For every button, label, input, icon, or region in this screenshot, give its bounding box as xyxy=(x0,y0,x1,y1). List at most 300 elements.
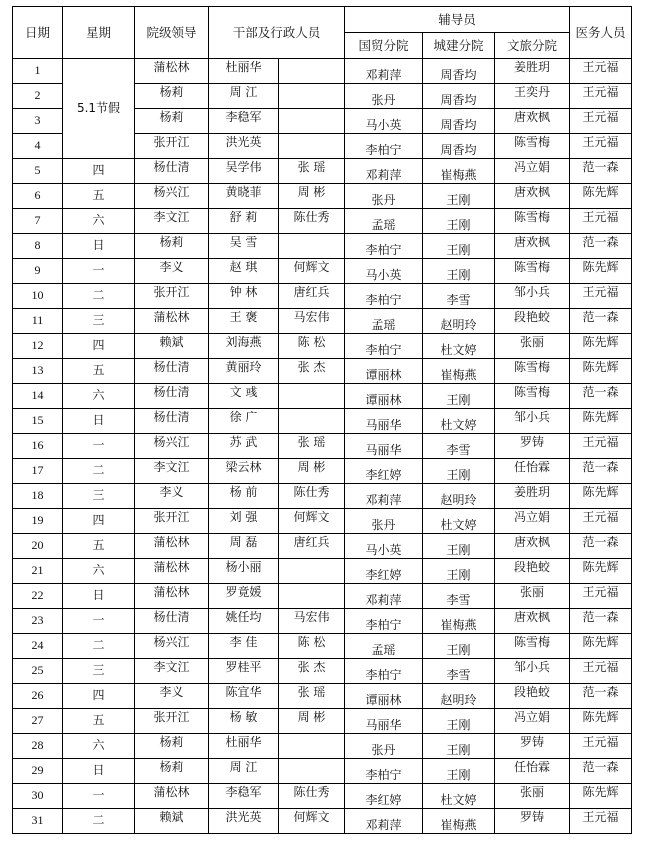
counselor-wenlv-cell: 姜胜玥 xyxy=(495,59,570,84)
medical-cell: 范一森 xyxy=(570,609,632,634)
staff-cell: 李 佳 xyxy=(209,634,279,659)
counselor-chengjian-cell: 赵明玲 xyxy=(423,309,495,334)
counselor-chengjian-cell: 崔梅燕 xyxy=(423,159,495,184)
counselor-guomao-cell: 邓莉萍 xyxy=(345,159,423,184)
staff-cell: 杨 敏 xyxy=(209,709,279,734)
date-cell: 21 xyxy=(13,559,63,584)
medical-cell: 范一森 xyxy=(570,684,632,709)
weekday-cell: 五 xyxy=(63,709,135,734)
staff-cell: 周 彬 xyxy=(279,459,345,484)
counselor-wenlv-cell: 唐欢枫 xyxy=(495,534,570,559)
counselor-chengjian-cell: 周香均 xyxy=(423,84,495,109)
medical-cell: 陈先辉 xyxy=(570,334,632,359)
table-row xyxy=(13,309,632,334)
table-row xyxy=(13,184,632,209)
medical-cell: 王元福 xyxy=(570,809,632,834)
staff-cell: 周 彬 xyxy=(279,709,345,734)
weekday-cell: 六 xyxy=(63,559,135,584)
date-cell: 4 xyxy=(13,134,63,159)
counselor-guomao-cell: 谭丽林 xyxy=(345,384,423,409)
staff-cell xyxy=(279,84,345,109)
counselor-wenlv-cell: 邹小兵 xyxy=(495,284,570,309)
medical-cell: 范一森 xyxy=(570,534,632,559)
holiday-label: 5.1节假 xyxy=(76,100,121,115)
staff-cell: 梁云林 xyxy=(209,459,279,484)
counselor-wenlv-cell: 张丽 xyxy=(495,334,570,359)
counselor-chengjian-cell: 王刚 xyxy=(423,459,495,484)
leader-cell: 杨兴江 xyxy=(135,634,209,659)
counselor-chengjian-cell: 崔梅燕 xyxy=(423,809,495,834)
counselor-guomao-cell: 谭丽林 xyxy=(345,359,423,384)
weekday-cell: 二 xyxy=(63,809,135,834)
weekday-cell: 三 xyxy=(63,309,135,334)
table-row xyxy=(13,59,632,84)
leader-cell: 杨兴江 xyxy=(135,434,209,459)
counselor-chengjian-cell: 杜文婷 xyxy=(423,509,495,534)
staff-cell: 洪光英 xyxy=(209,809,279,834)
counselor-guomao-cell: 李柏宁 xyxy=(345,134,423,159)
staff-cell: 杜丽华 xyxy=(209,734,279,759)
counselor-wenlv-cell: 邹小兵 xyxy=(495,659,570,684)
date-cell: 30 xyxy=(13,784,63,809)
medical-cell: 王元福 xyxy=(570,584,632,609)
counselor-wenlv-cell: 冯立娟 xyxy=(495,709,570,734)
weekday-cell: 二 xyxy=(63,634,135,659)
medical-cell: 王元福 xyxy=(570,509,632,534)
header-date: 日期 xyxy=(13,7,63,59)
counselor-wenlv-cell: 唐欢枫 xyxy=(495,109,570,134)
counselor-guomao-cell: 张丹 xyxy=(345,184,423,209)
medical-cell: 王元福 xyxy=(570,284,632,309)
counselor-guomao-cell: 马小英 xyxy=(345,109,423,134)
staff-cell: 李稳军 xyxy=(209,109,279,134)
date-cell: 25 xyxy=(13,659,63,684)
counselor-chengjian-cell: 杜文婷 xyxy=(423,334,495,359)
counselor-guomao-cell: 孟瑶 xyxy=(345,309,423,334)
weekday-cell: 六 xyxy=(63,209,135,234)
counselor-guomao-cell: 孟瑶 xyxy=(345,209,423,234)
counselor-wenlv-cell: 唐欢枫 xyxy=(495,609,570,634)
weekday-cell: 五 xyxy=(63,534,135,559)
medical-cell: 陈先辉 xyxy=(570,184,632,209)
staff-cell: 马宏伟 xyxy=(279,309,345,334)
leader-cell: 张开江 xyxy=(135,284,209,309)
medical-cell: 范一森 xyxy=(570,759,632,784)
counselor-wenlv-cell: 冯立娟 xyxy=(495,509,570,534)
counselor-guomao-cell: 张丹 xyxy=(345,84,423,109)
weekday-cell: 四 xyxy=(63,684,135,709)
staff-cell: 陈 松 xyxy=(279,334,345,359)
staff-cell: 张 瑶 xyxy=(279,159,345,184)
counselor-chengjian-cell: 王刚 xyxy=(423,559,495,584)
weekday-cell: 二 xyxy=(63,284,135,309)
leader-cell: 蒲松林 xyxy=(135,534,209,559)
date-cell: 16 xyxy=(13,434,63,459)
date-cell: 26 xyxy=(13,684,63,709)
weekday-cell: 四 xyxy=(63,334,135,359)
counselor-chengjian-cell: 王刚 xyxy=(423,384,495,409)
counselor-guomao-cell: 马小英 xyxy=(345,534,423,559)
leader-cell: 李文江 xyxy=(135,209,209,234)
counselor-chengjian-cell: 崔梅燕 xyxy=(423,359,495,384)
medical-cell: 陈先辉 xyxy=(570,784,632,809)
counselor-wenlv-cell: 陈雪梅 xyxy=(495,359,570,384)
counselor-wenlv-cell: 陈雪梅 xyxy=(495,134,570,159)
staff-cell xyxy=(279,584,345,609)
counselor-wenlv-cell: 张丽 xyxy=(495,584,570,609)
counselor-chengjian-cell: 李雪 xyxy=(423,284,495,309)
leader-cell: 张开江 xyxy=(135,709,209,734)
date-cell: 22 xyxy=(13,584,63,609)
staff-cell: 周 彬 xyxy=(279,184,345,209)
medical-cell: 范一森 xyxy=(570,159,632,184)
counselor-chengjian-cell: 王刚 xyxy=(423,184,495,209)
weekday-cell: 四 xyxy=(63,509,135,534)
staff-cell: 何辉文 xyxy=(279,809,345,834)
counselor-wenlv-cell: 姜胜玥 xyxy=(495,484,570,509)
staff-cell: 吴 雪 xyxy=(209,234,279,259)
counselor-wenlv-cell: 陈雪梅 xyxy=(495,384,570,409)
counselor-guomao-cell: 张丹 xyxy=(345,509,423,534)
medical-cell: 陈先辉 xyxy=(570,409,632,434)
table-row xyxy=(13,609,632,634)
staff-cell: 罗桂平 xyxy=(209,659,279,684)
counselor-wenlv-cell: 张丽 xyxy=(495,784,570,809)
staff-cell: 杜丽华 xyxy=(209,59,279,84)
medical-cell: 陈先辉 xyxy=(570,559,632,584)
staff-cell: 马宏伟 xyxy=(279,609,345,634)
counselor-guomao-cell: 李红婷 xyxy=(345,784,423,809)
leader-cell: 张开江 xyxy=(135,509,209,534)
staff-cell: 王 褒 xyxy=(209,309,279,334)
weekday-cell: 日 xyxy=(63,234,135,259)
leader-cell: 蒲松林 xyxy=(135,309,209,334)
counselor-guomao-cell: 李红婷 xyxy=(345,459,423,484)
staff-cell: 张 杰 xyxy=(279,359,345,384)
table-row xyxy=(13,559,632,584)
counselor-guomao-cell: 李红婷 xyxy=(345,559,423,584)
counselor-chengjian-cell: 周香均 xyxy=(423,134,495,159)
staff-cell: 周 江 xyxy=(209,84,279,109)
leader-cell: 杨莉 xyxy=(135,234,209,259)
leader-cell: 杨兴江 xyxy=(135,184,209,209)
table-row xyxy=(13,284,632,309)
date-cell: 17 xyxy=(13,459,63,484)
staff-cell: 苏 武 xyxy=(209,434,279,459)
date-cell: 7 xyxy=(13,209,63,234)
weekday-cell: 五 xyxy=(63,184,135,209)
counselor-guomao-cell: 李柏宁 xyxy=(345,334,423,359)
date-cell: 15 xyxy=(13,409,63,434)
header-branch-guomao: 国贸分院 xyxy=(345,33,423,59)
counselor-chengjian-cell: 王刚 xyxy=(423,534,495,559)
weekday-cell: 一 xyxy=(63,784,135,809)
table-row xyxy=(13,159,632,184)
counselor-wenlv-cell: 邹小兵 xyxy=(495,409,570,434)
table-row xyxy=(13,684,632,709)
header-counselor: 辅导员 xyxy=(345,7,570,33)
staff-cell xyxy=(279,559,345,584)
staff-cell: 姚任均 xyxy=(209,609,279,634)
staff-cell: 张 瑶 xyxy=(279,684,345,709)
weekday-cell: 四 xyxy=(63,159,135,184)
header-branch-chengjian: 城建分院 xyxy=(423,33,495,59)
header-staff: 干部及行政人员 xyxy=(209,7,345,59)
counselor-guomao-cell: 邓莉萍 xyxy=(345,59,423,84)
table-row xyxy=(13,234,632,259)
staff-cell: 唐红兵 xyxy=(279,534,345,559)
header-leader: 院级领导 xyxy=(135,7,209,59)
header-weekday: 星期 xyxy=(63,7,135,59)
medical-cell: 范一森 xyxy=(570,384,632,409)
leader-cell: 李文江 xyxy=(135,659,209,684)
counselor-chengjian-cell: 王刚 xyxy=(423,634,495,659)
table-row xyxy=(13,534,632,559)
staff-cell: 陈仕秀 xyxy=(279,784,345,809)
counselor-guomao-cell: 邓莉萍 xyxy=(345,584,423,609)
staff-cell: 徐 广 xyxy=(209,409,279,434)
medical-cell: 范一森 xyxy=(570,459,632,484)
staff-cell: 唐红兵 xyxy=(279,284,345,309)
date-cell: 11 xyxy=(13,309,63,334)
counselor-guomao-cell: 谭丽林 xyxy=(345,684,423,709)
medical-cell: 陈先辉 xyxy=(570,634,632,659)
leader-cell: 赖斌 xyxy=(135,809,209,834)
table-row xyxy=(13,434,632,459)
counselor-guomao-cell: 孟瑶 xyxy=(345,634,423,659)
weekday-cell: 五 xyxy=(63,359,135,384)
counselor-chengjian-cell: 王刚 xyxy=(423,209,495,234)
staff-cell: 罗竟媛 xyxy=(209,584,279,609)
staff-cell: 赵 琪 xyxy=(209,259,279,284)
leader-cell: 张开江 xyxy=(135,134,209,159)
staff-cell: 陈宜华 xyxy=(209,684,279,709)
staff-cell xyxy=(279,409,345,434)
counselor-guomao-cell: 马小英 xyxy=(345,259,423,284)
holiday-cell xyxy=(63,59,135,159)
medical-cell: 王元福 xyxy=(570,134,632,159)
counselor-wenlv-cell: 段艳蛟 xyxy=(495,684,570,709)
counselor-guomao-cell: 马丽华 xyxy=(345,409,423,434)
counselor-guomao-cell: 马丽华 xyxy=(345,434,423,459)
medical-cell: 王元福 xyxy=(570,59,632,84)
counselor-wenlv-cell: 陈雪梅 xyxy=(495,259,570,284)
table-row xyxy=(13,259,632,284)
staff-cell xyxy=(279,384,345,409)
table-row xyxy=(13,584,632,609)
staff-cell: 陈仕秀 xyxy=(279,484,345,509)
staff-cell: 李稳军 xyxy=(209,784,279,809)
counselor-wenlv-cell: 任怡霖 xyxy=(495,759,570,784)
leader-cell: 杨莉 xyxy=(135,734,209,759)
staff-cell: 周 江 xyxy=(209,759,279,784)
date-cell: 1 xyxy=(13,59,63,84)
counselor-chengjian-cell: 王刚 xyxy=(423,709,495,734)
staff-cell xyxy=(279,234,345,259)
staff-cell: 杨 前 xyxy=(209,484,279,509)
table-row xyxy=(13,359,632,384)
weekday-cell: 三 xyxy=(63,484,135,509)
table-row xyxy=(13,734,632,759)
medical-cell: 陈先辉 xyxy=(570,709,632,734)
date-cell: 12 xyxy=(13,334,63,359)
leader-cell: 李文江 xyxy=(135,459,209,484)
medical-cell: 陈先辉 xyxy=(570,259,632,284)
weekday-cell: 一 xyxy=(63,259,135,284)
table-row xyxy=(13,784,632,809)
counselor-guomao-cell: 张丹 xyxy=(345,734,423,759)
leader-cell: 杨仕清 xyxy=(135,359,209,384)
counselor-wenlv-cell: 罗铸 xyxy=(495,734,570,759)
date-cell: 10 xyxy=(13,284,63,309)
weekday-cell: 二 xyxy=(63,459,135,484)
counselor-wenlv-cell: 唐欢枫 xyxy=(495,184,570,209)
counselor-guomao-cell: 李柏宁 xyxy=(345,759,423,784)
medical-cell: 范一森 xyxy=(570,309,632,334)
date-cell: 24 xyxy=(13,634,63,659)
weekday-cell: 一 xyxy=(63,434,135,459)
counselor-guomao-cell: 李柏宁 xyxy=(345,284,423,309)
leader-cell: 杨仕清 xyxy=(135,609,209,634)
counselor-guomao-cell: 邓莉萍 xyxy=(345,484,423,509)
staff-cell: 何辉文 xyxy=(279,259,345,284)
table-row xyxy=(13,459,632,484)
medical-cell: 王元福 xyxy=(570,434,632,459)
medical-cell: 王元福 xyxy=(570,734,632,759)
staff-cell: 杨小丽 xyxy=(209,559,279,584)
staff-cell: 黄晓菲 xyxy=(209,184,279,209)
staff-cell xyxy=(279,59,345,84)
staff-cell xyxy=(279,759,345,784)
leader-cell: 杨仕清 xyxy=(135,159,209,184)
date-cell: 20 xyxy=(13,534,63,559)
medical-cell: 王元福 xyxy=(570,659,632,684)
table-row xyxy=(13,509,632,534)
counselor-chengjian-cell: 李雪 xyxy=(423,659,495,684)
table-row xyxy=(13,634,632,659)
date-cell: 29 xyxy=(13,759,63,784)
header-branch-wenlv: 文旅分院 xyxy=(495,33,570,59)
counselor-wenlv-cell: 冯立娟 xyxy=(495,159,570,184)
table-row xyxy=(13,759,632,784)
staff-cell: 陈 松 xyxy=(279,634,345,659)
date-cell: 13 xyxy=(13,359,63,384)
counselor-chengjian-cell: 王刚 xyxy=(423,234,495,259)
counselor-wenlv-cell: 任怡霖 xyxy=(495,459,570,484)
staff-cell: 刘海燕 xyxy=(209,334,279,359)
date-cell: 31 xyxy=(13,809,63,834)
counselor-chengjian-cell: 李雪 xyxy=(423,434,495,459)
weekday-cell: 六 xyxy=(63,384,135,409)
counselor-chengjian-cell: 李雪 xyxy=(423,584,495,609)
leader-cell: 杨莉 xyxy=(135,759,209,784)
date-cell: 28 xyxy=(13,734,63,759)
staff-cell: 陈仕秀 xyxy=(279,209,345,234)
staff-cell: 刘 强 xyxy=(209,509,279,534)
counselor-chengjian-cell: 王刚 xyxy=(423,759,495,784)
date-cell: 18 xyxy=(13,484,63,509)
leader-cell: 杨莉 xyxy=(135,109,209,134)
table-row xyxy=(13,334,632,359)
counselor-chengjian-cell: 周香均 xyxy=(423,109,495,134)
counselor-guomao-cell: 马丽华 xyxy=(345,709,423,734)
counselor-guomao-cell: 邓莉萍 xyxy=(345,809,423,834)
leader-cell: 李义 xyxy=(135,684,209,709)
leader-cell: 蒲松林 xyxy=(135,584,209,609)
counselor-wenlv-cell: 段艳蛟 xyxy=(495,559,570,584)
staff-cell: 吴学伟 xyxy=(209,159,279,184)
staff-cell: 周 磊 xyxy=(209,534,279,559)
counselor-wenlv-cell: 王奕丹 xyxy=(495,84,570,109)
leader-cell: 杨仕清 xyxy=(135,409,209,434)
counselor-guomao-cell: 李柏宁 xyxy=(345,609,423,634)
date-cell: 5 xyxy=(13,159,63,184)
table-row xyxy=(13,209,632,234)
counselor-chengjian-cell: 崔梅燕 xyxy=(423,609,495,634)
table-row xyxy=(13,809,632,834)
staff-cell: 舒 莉 xyxy=(209,209,279,234)
counselor-chengjian-cell: 周香均 xyxy=(423,59,495,84)
medical-cell: 陈先辉 xyxy=(570,359,632,384)
staff-cell: 张 杰 xyxy=(279,659,345,684)
counselor-chengjian-cell: 杜文婷 xyxy=(423,784,495,809)
table-row xyxy=(13,709,632,734)
date-cell: 9 xyxy=(13,259,63,284)
counselor-wenlv-cell: 唐欢枫 xyxy=(495,234,570,259)
staff-cell: 张 瑶 xyxy=(279,434,345,459)
medical-cell: 王元福 xyxy=(570,209,632,234)
medical-cell: 陈先辉 xyxy=(570,484,632,509)
counselor-chengjian-cell: 杜文婷 xyxy=(423,409,495,434)
date-cell: 3 xyxy=(13,109,63,134)
counselor-wenlv-cell: 罗铸 xyxy=(495,434,570,459)
counselor-wenlv-cell: 段艳蛟 xyxy=(495,309,570,334)
counselor-chengjian-cell: 王刚 xyxy=(423,259,495,284)
counselor-chengjian-cell: 赵明玲 xyxy=(423,684,495,709)
table-row xyxy=(13,384,632,409)
weekday-cell: 三 xyxy=(63,659,135,684)
staff-cell xyxy=(279,109,345,134)
leader-cell: 蒲松林 xyxy=(135,559,209,584)
date-cell: 23 xyxy=(13,609,63,634)
weekday-cell: 六 xyxy=(63,734,135,759)
staff-cell: 洪光英 xyxy=(209,134,279,159)
leader-cell: 赖斌 xyxy=(135,334,209,359)
leader-cell: 李义 xyxy=(135,484,209,509)
weekday-cell: 日 xyxy=(63,409,135,434)
staff-cell xyxy=(279,134,345,159)
date-cell: 14 xyxy=(13,384,63,409)
staff-cell: 何辉文 xyxy=(279,509,345,534)
leader-cell: 杨仕清 xyxy=(135,384,209,409)
medical-cell: 王元福 xyxy=(570,84,632,109)
medical-cell: 范一森 xyxy=(570,234,632,259)
header-medical: 医务人员 xyxy=(570,7,632,59)
staff-cell: 钟 林 xyxy=(209,284,279,309)
counselor-guomao-cell: 李柏宁 xyxy=(345,659,423,684)
table-row xyxy=(13,659,632,684)
date-cell: 19 xyxy=(13,509,63,534)
counselor-wenlv-cell: 陈雪梅 xyxy=(495,634,570,659)
counselor-wenlv-cell: 罗铸 xyxy=(495,809,570,834)
date-cell: 27 xyxy=(13,709,63,734)
leader-cell: 蒲松林 xyxy=(135,784,209,809)
leader-cell: 李义 xyxy=(135,259,209,284)
counselor-guomao-cell: 李柏宁 xyxy=(345,234,423,259)
counselor-wenlv-cell: 陈雪梅 xyxy=(495,209,570,234)
leader-cell: 杨莉 xyxy=(135,84,209,109)
weekday-cell: 日 xyxy=(63,759,135,784)
